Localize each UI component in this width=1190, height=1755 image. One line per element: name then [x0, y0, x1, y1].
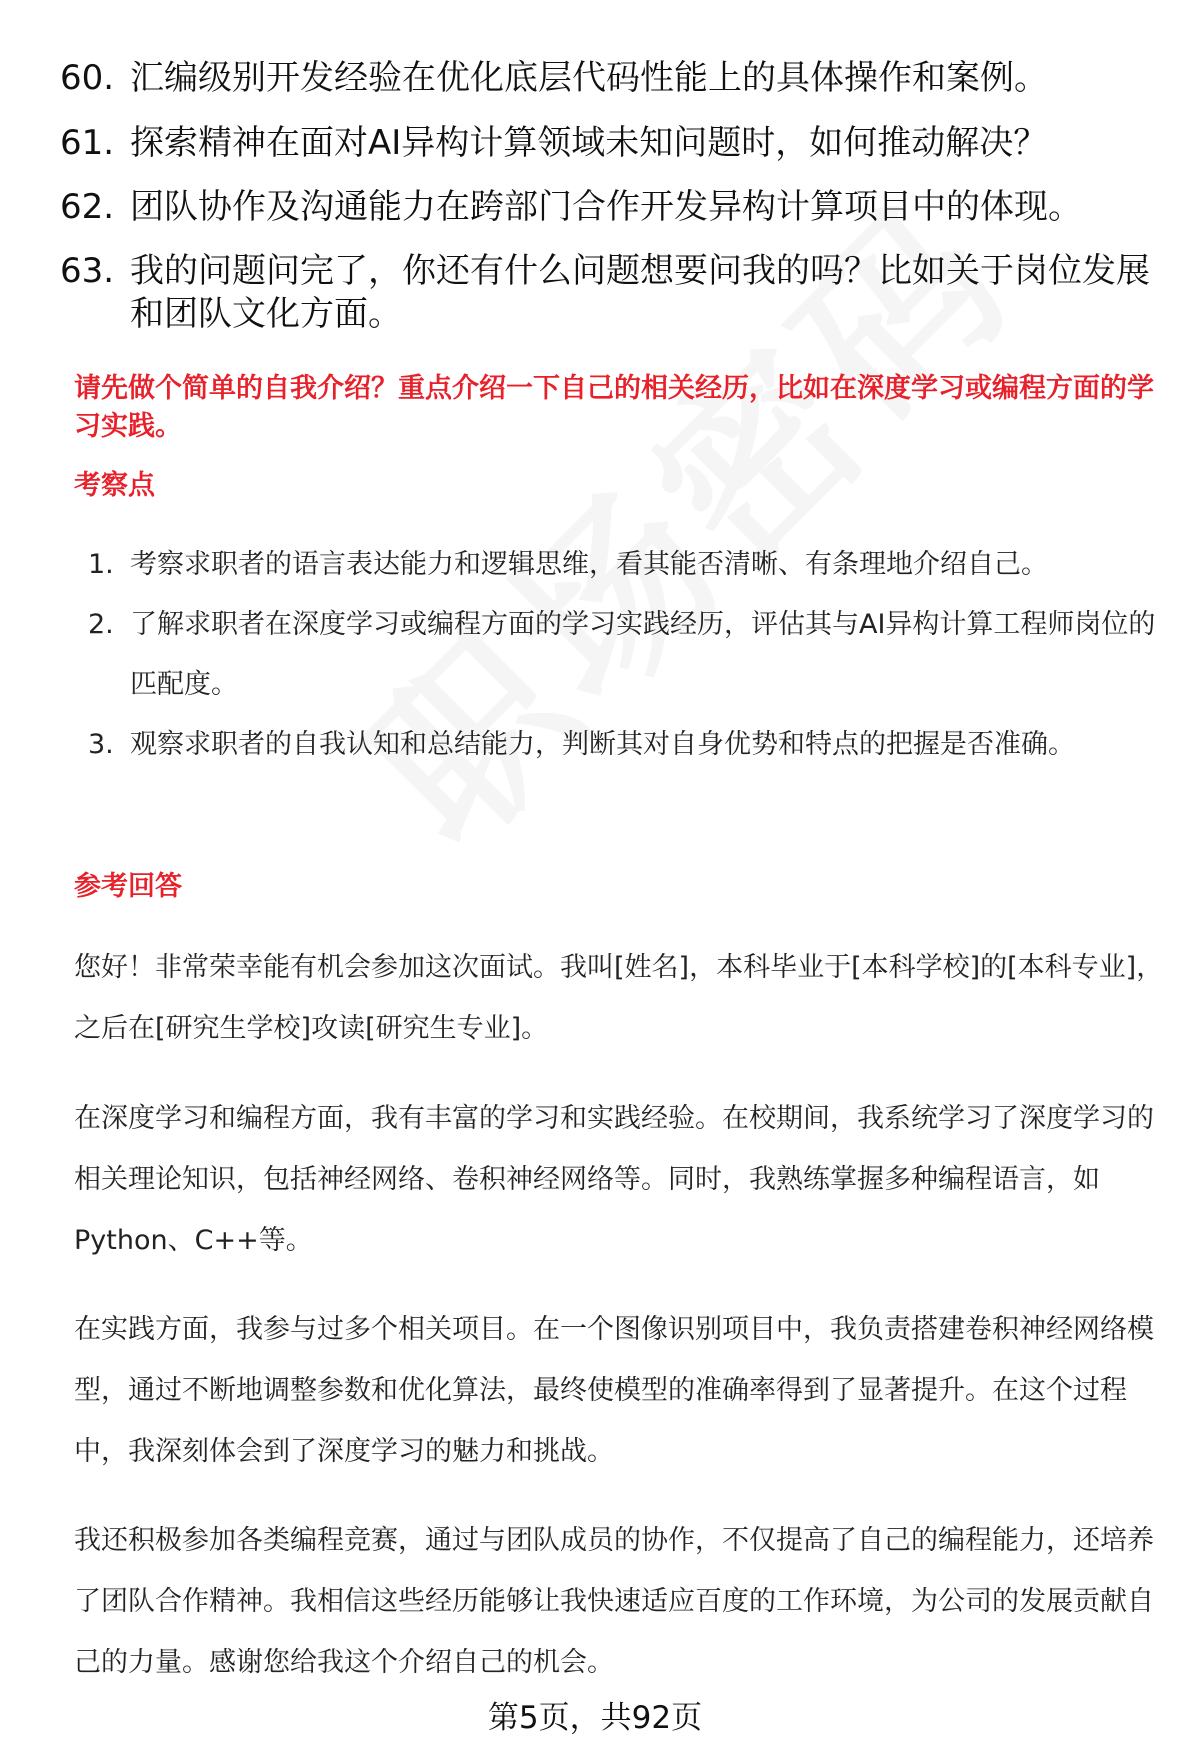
watermark: [300, 134, 1059, 893]
answer-paragraph: 我还积极参加各类编程竞赛，通过与团队成员的协作，不仅提高了自己的编程能力，还培养了团队合作精神。我相信这些经历能够让我快速适应百度的工作环境，为公司的发展贡献自己的力量。感谢您给我这个介绍自己的机会。: [74, 1525, 1154, 1678]
question-text: 探索精神在面对AI异构计算领域未知问题时，如何推动解决？: [130, 123, 1048, 163]
focus-item: [88, 595, 1168, 715]
answer-title: 参考回答: [74, 871, 182, 902]
focus-item: [88, 535, 1168, 595]
question-heading: 请先做个简单的自我介绍？重点介绍一下自己的相关经历，比如在深度学习或编程方面的学习实践。: [74, 373, 1154, 442]
answer-paragraph: 在实践方面，我参与过多个相关项目。在一个图像识别项目中，我负责搭建卷积神经网络模型，通过不断地调整参数和优化算法，最终使模型的准确率得到了显著提升。在这个过程中，我深刻体会到了深度学习的魅力和挑战。: [74, 1314, 1154, 1467]
focus-item: [88, 715, 1168, 775]
question-text: 我的问题问完了，你还有什么问题想要问我的吗？比如关于岗位发展和团队文化方面。: [130, 251, 1150, 334]
focus-item-number: 3.: [88, 729, 114, 760]
answer-paragraph: 您好！非常荣幸能有机会参加这次面试。我叫[姓名]，本科毕业于[本科学校]的[本科专业]，之后在[研究生学校]攻读[研究生专业]。: [74, 952, 1164, 1044]
question-number: 62.: [60, 187, 115, 227]
focus-item-text: 考察求职者的语言表达能力和逻辑思维，看其能否清晰、有条理地介绍自己。: [130, 549, 1048, 580]
focus-list: [88, 535, 1168, 775]
focus-item-number: 1.: [88, 549, 114, 580]
question-number: 61.: [60, 123, 115, 163]
focus-title: 考察点: [74, 470, 155, 501]
page-footer: 第5页，共92页: [487, 1700, 703, 1736]
question-text: 团队协作及沟通能力在跨部门合作开发异构计算项目中的体现。: [130, 187, 1082, 227]
focus-item-number: 2.: [88, 609, 114, 640]
question-text: 汇编级别开发经验在优化底层代码性能上的具体操作和案例。: [130, 58, 1048, 98]
focus-item-text: 了解求职者在深度学习或编程方面的学习实践经历，评估其与AI异构计算工程师岗位的匹配度。: [130, 609, 1156, 700]
focus-item-text: 观察求职者的自我认知和总结能力，判断其对自身优势和特点的把握是否准确。: [130, 729, 1075, 760]
answer-paragraph: 在深度学习和编程方面，我有丰富的学习和实践经验。在校期间，我系统学习了深度学习的相关理论知识，包括神经网络、卷积神经网络等。同时，我熟练掌握多种编程语言，如Python、C++等。: [74, 1103, 1154, 1256]
question-number: 60.: [60, 58, 115, 98]
question-number: 63.: [60, 251, 115, 291]
